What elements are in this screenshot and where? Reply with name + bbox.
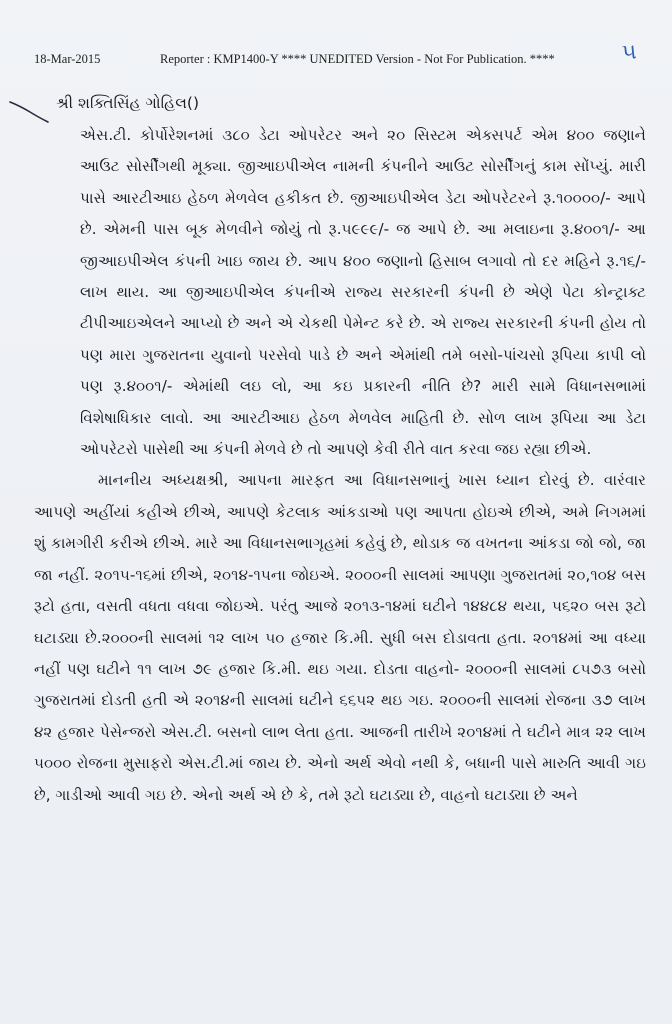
- header-reporter-line: Reporter : KMP1400-Y **** UNEDITED Version - Not For Publication. ****: [160, 52, 555, 66]
- handwritten-page-number: ૫: [620, 39, 638, 66]
- transcript-body: [34, 120, 646, 811]
- page-header: [34, 52, 612, 67]
- speaker-name: શ્રી શક્તિસિંહ ગોહિલ(): [56, 94, 200, 112]
- paragraph-2: માનનીય અધ્યક્ષશ્રી, આપના મારફત આ વિધાનસભાનું ખાસ ધ્યાન દોરવું છે. વારંવાર આપણે અહીંયાં કહીએ છીએ, આપણે કેટલાક આંકડાઓ પણ આપતા હોઇએ છીએ, અમે નિગમમાં શું કામગીરી કરીએ છીએ. મારે આ વિધાનસભાગૃહમાં કહેવું છે, થોડાક જ વખતના આંકડા જો જો, જા જા નહીં. ૨૦૧૫-૧૬માં છીએ, ૨૦૧૪-૧૫ના જોઇએ. ૨૦૦૦ની સાલમાં આપણા ગુજરાતમાં ૨૦,૧૦૪ બસ રૂટો હતા, વસતી વધતા વધવા જોઇએ. પરંતુ આજે ૨૦૧૩-૧૪માં ઘટીને ૧૪૪૮૪ થયા, ૫૬૨૦ બસ રૂટો ઘટાડ્યા છે.૨૦૦૦ની સાલમાં ૧૨ લાખ ૫૦ હજાર કિ.મી. સુધી બસ દોડાવતા હતા. ૨૦૧૪માં આ વધ્યા નહીં પણ ઘટીને ૧૧ લાખ ૭૯ હજાર કિ.મી. થઇ ગયા. દોડતા વાહનો- ૨૦૦૦ની સાલમાં ૮૫૭૩ બસો ગુજરાતમાં દોડતી હતી એ ૨૦૧૪ની સાલમાં ઘટીને ૬૬૫૨ થઇ ગઇ. ૨૦૦૦ની સાલમાં રોજના ૩૭ લાખ ૪૨ હજાર પેસેન્જરો એસ.ટી. બસનો લાભ લેતા હતા. આજની તારીખે ૨૦૧૪માં તે ઘટીને માત્ર ૨૨ લાખ ૫૦૦૦ રોજના મુસાફરો એસ.ટી.માં જાય છે. એનો અર્થ એવો નથી કે, બધાની પાસે મારુતિ આવી ગઇ છે, ગાડીઓ આવી ગઇ છે. એનો અર્થ એ છે કે, તમે રૂટો ઘટાડ્યા છે, વાહનો ઘટાડ્યા છે અને: [34, 471, 646, 804]
- paragraph-1: એસ.ટી. કોર્પોરેશનમાં ૩૮૦ ડેટા ઓપરેટર અને ૨૦ સિસ્ટમ એક્સપર્ટ એમ ૪૦૦ જણાને આઉટ સોર્સીંગથી મૂક્યા. જીઆઇપીએલ નામની કંપનીને આઉટ સોર્સીંગનું કામ સોંપ્યું. મારી પાસે આરટીઆઇ હેઠળ મેળવેલ હકીકત છે. જીઆઇપીએલ ડેટા ઓપરેટરને રૂ.૧૦૦૦૦/- આપે છે. એમની પાસ બૂક મેળવીને જોયું તો રૂ.૫૯૯૯/- જ આપે છે. આ મલાઇના રૂ.૪૦૦૧/- આ જીઆઇપીએલ કંપની ખાઇ જાય છે. આપ ૪૦૦ જણાનો હિસાબ લગાવો તો દર મહિને રૂ.૧૬/- લાખ થાય. આ જીઆઇપીએલ કંપનીએ રાજ્ય સરકારની કંપની છે એણે પેટા કોન્ટ્રાક્ટ ટીપીઆઇએલને આપ્યો છે અને એ ચેકથી પેમેન્ટ કરે છે. એ રાજ્ય સરકારની કંપની હોય તો પણ મારા ગુજરાતના યુવાનો પરસેવો પાડે છે અને એમાંથી તમે બસો-પાંચસો રૂપિયા કાપી લો પણ રૂ.૪૦૦૧/- એમાંથી લઇ લો, આ કઇ પ્રકારની નીતિ છે? મારી સામે વિધાનસભામાં વિશેષાધિકાર લાવો. આ આરટીઆઇ હેઠળ મેળવેલ માહિતી છે. સોળ લાખ રૂપિયા આ ડેટા ઓપરેટરો પાસેથી આ કંપની મેળવે છે તો આપણે કેવી રીતે વાત કરવા જઇ રહ્યા છીએ.: [80, 126, 646, 459]
- header-date: 18-Mar-2015: [34, 52, 101, 66]
